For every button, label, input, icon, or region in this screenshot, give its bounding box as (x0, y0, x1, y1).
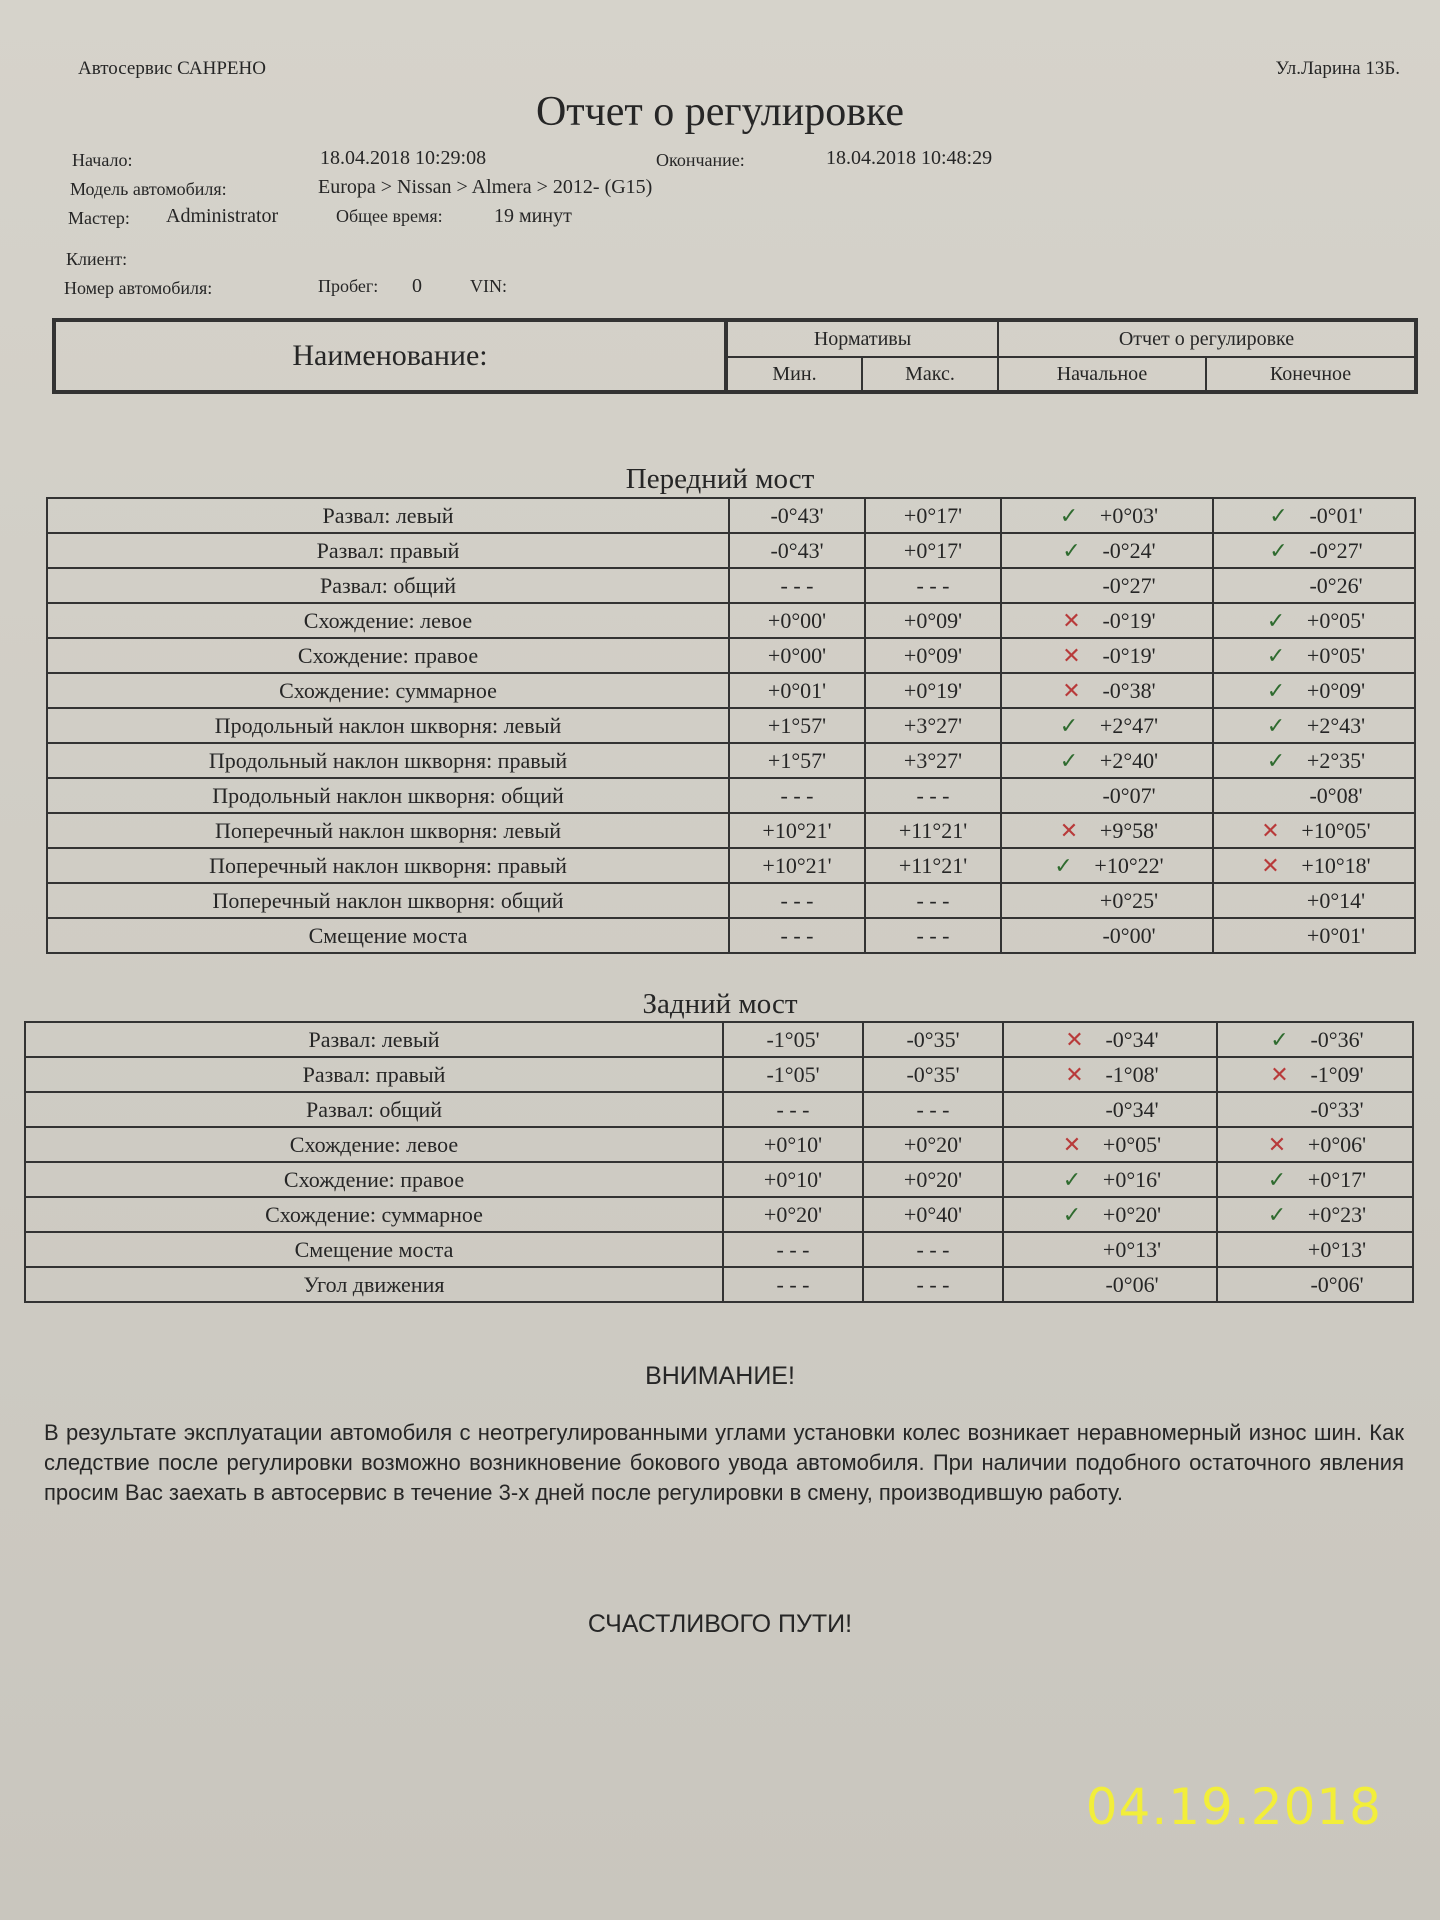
final-value-cell (1217, 1092, 1413, 1127)
final-value: -0°06' (1310, 1271, 1364, 1297)
header-min: Мин. (726, 357, 862, 392)
cross-icon: ✕ (1261, 853, 1280, 879)
parameter-name: Поперечный наклон шкворня: общий (47, 883, 729, 918)
final-value-cell (1217, 1232, 1413, 1267)
initial-value: -0°06' (1105, 1271, 1159, 1297)
final-value-cell (1213, 603, 1415, 638)
initial-value-cell (1003, 1197, 1217, 1232)
final-value-cell (1213, 533, 1415, 568)
final-value: +0°13' (1307, 1236, 1367, 1262)
norm-max: +3°27' (865, 743, 1001, 778)
photo-date-stamp: 04.19.2018 (1085, 1778, 1382, 1836)
norm-min: +0°10' (723, 1127, 863, 1162)
table-row (47, 918, 1415, 953)
header-final: Конечное (1206, 357, 1416, 392)
final-value: +0°17' (1307, 1166, 1367, 1192)
parameter-name: Продольный наклон шкворня: общий (47, 778, 729, 813)
page-title: Отчет о регулировке (535, 89, 905, 135)
total-time-value: 19 минут (494, 205, 572, 227)
norm-min: - - - (723, 1267, 863, 1302)
final-value: -0°01' (1309, 502, 1363, 528)
final-value: +10°18' (1301, 852, 1371, 878)
parameter-name: Схождение: суммарное (47, 673, 729, 708)
initial-value-cell (1001, 813, 1213, 848)
initial-value: +0°20' (1102, 1201, 1162, 1227)
final-value: +2°35' (1306, 747, 1366, 773)
norm-min: - - - (729, 568, 865, 603)
norm-max: - - - (863, 1267, 1003, 1302)
initial-value-cell (1003, 1267, 1217, 1302)
client-label: Клиент: (66, 249, 128, 269)
parameter-name: Смещение моста (47, 918, 729, 953)
norm-max: +0°40' (863, 1197, 1003, 1232)
final-value-cell (1213, 813, 1415, 848)
table-row (47, 533, 1415, 568)
norm-min: - - - (723, 1092, 863, 1127)
initial-value: -0°19' (1102, 642, 1156, 668)
table-row (47, 498, 1415, 533)
table-row (47, 848, 1415, 883)
table-row (47, 883, 1415, 918)
initial-value: -0°34' (1105, 1096, 1159, 1122)
table-row (47, 603, 1415, 638)
initial-value-cell (1001, 883, 1213, 918)
initial-value-cell (1001, 918, 1213, 953)
header-name: Наименование: (54, 320, 726, 392)
model-label: Модель автомобиля: (70, 179, 227, 199)
header-max: Макс. (862, 357, 998, 392)
initial-value: +2°47' (1099, 712, 1159, 738)
initial-value-cell (1001, 708, 1213, 743)
norm-max: - - - (865, 778, 1001, 813)
parameter-name: Продольный наклон шкворня: левый (47, 708, 729, 743)
check-icon: ✓ (1062, 1167, 1082, 1193)
warning-title: ВНИМАНИЕ! (645, 1362, 795, 1390)
check-icon: ✓ (1059, 503, 1079, 529)
norm-min: -0°43' (729, 533, 865, 568)
parameter-name: Схождение: левое (47, 603, 729, 638)
table-row (47, 778, 1415, 813)
initial-value: +9°58' (1099, 817, 1159, 843)
norm-min: +1°57' (729, 708, 865, 743)
check-icon: ✓ (1269, 538, 1288, 564)
final-value-cell (1217, 1057, 1413, 1092)
mileage-label: Пробег: (318, 276, 379, 296)
initial-value-cell (1001, 638, 1213, 673)
initial-value-cell (1001, 498, 1213, 533)
norm-max: +0°17' (865, 498, 1001, 533)
cross-icon: ✕ (1267, 1132, 1287, 1158)
cross-icon: ✕ (1062, 643, 1081, 669)
initial-value: -0°38' (1102, 677, 1156, 703)
total-time-label: Общее время: (336, 206, 443, 226)
final-value-cell (1213, 743, 1415, 778)
final-value-cell (1213, 673, 1415, 708)
final-value-cell (1217, 1267, 1413, 1302)
cross-icon: ✕ (1062, 678, 1081, 704)
norm-min: +0°10' (723, 1162, 863, 1197)
final-value: +2°43' (1306, 712, 1366, 738)
header-report: Отчет о регулировке (998, 320, 1416, 357)
cross-icon: ✕ (1065, 1027, 1084, 1053)
norm-max: +3°27' (865, 708, 1001, 743)
initial-value-cell (1001, 568, 1213, 603)
final-value: +10°05' (1301, 817, 1371, 843)
norm-max: - - - (863, 1092, 1003, 1127)
parameter-name: Смещение моста (25, 1232, 723, 1267)
initial-value: +10°22' (1094, 852, 1164, 878)
end-label: Окончание: (656, 150, 745, 170)
parameter-name: Схождение: правое (25, 1162, 723, 1197)
initial-value-cell (1001, 533, 1213, 568)
header-norms: Нормативы (726, 320, 998, 357)
final-value: -0°36' (1310, 1026, 1364, 1052)
parameter-name: Развал: общий (25, 1092, 723, 1127)
initial-value-cell (1003, 1232, 1217, 1267)
table-row (25, 1127, 1413, 1162)
parameter-name: Схождение: левое (25, 1127, 723, 1162)
final-value: -0°08' (1309, 782, 1363, 808)
initial-value: -0°19' (1102, 607, 1156, 633)
table-header (52, 318, 1418, 394)
check-icon: ✓ (1266, 748, 1286, 774)
final-value: +0°05' (1306, 607, 1366, 633)
final-value: +0°05' (1306, 642, 1366, 668)
norm-max: +11°21' (865, 848, 1001, 883)
norm-min: -1°05' (723, 1022, 863, 1057)
check-icon: ✓ (1054, 853, 1073, 879)
table-row (25, 1267, 1413, 1302)
final-value: -0°33' (1310, 1096, 1364, 1122)
norm-min: +0°20' (723, 1197, 863, 1232)
final-value-cell (1213, 778, 1415, 813)
final-value-cell (1213, 918, 1415, 953)
parameter-name: Угол движения (25, 1267, 723, 1302)
check-icon: ✓ (1266, 713, 1286, 739)
norm-max: - - - (865, 883, 1001, 918)
check-icon: ✓ (1267, 1202, 1287, 1228)
check-icon: ✓ (1266, 608, 1286, 634)
initial-value-cell (1001, 603, 1213, 638)
parameter-name: Развал: левый (47, 498, 729, 533)
initial-value: +0°16' (1102, 1166, 1162, 1192)
initial-value: -0°24' (1102, 537, 1156, 563)
initial-value: +0°03' (1099, 502, 1159, 528)
initial-value: -1°08' (1105, 1061, 1159, 1087)
final-value: +0°23' (1307, 1201, 1367, 1227)
initial-value-cell (1003, 1057, 1217, 1092)
norm-max: +0°17' (865, 533, 1001, 568)
norm-max: - - - (865, 918, 1001, 953)
check-icon: ✓ (1266, 643, 1286, 669)
parameter-name: Схождение: правое (47, 638, 729, 673)
table-row (47, 813, 1415, 848)
master-label: Мастер: (68, 208, 130, 228)
end-value: 18.04.2018 10:48:29 (826, 147, 993, 169)
front-axle-table (46, 497, 1416, 954)
initial-value: -0°07' (1102, 782, 1156, 808)
norm-max: - - - (863, 1232, 1003, 1267)
norm-max: -0°35' (863, 1022, 1003, 1057)
table-row (25, 1057, 1413, 1092)
initial-value-cell (1001, 743, 1213, 778)
final-value: +0°06' (1307, 1131, 1367, 1157)
norm-min: - - - (723, 1232, 863, 1267)
norm-min: +0°00' (729, 638, 865, 673)
check-icon: ✓ (1269, 503, 1288, 529)
final-value-cell (1213, 498, 1415, 533)
final-value: +0°14' (1306, 887, 1366, 913)
norm-min: - - - (729, 883, 865, 918)
table-row (25, 1162, 1413, 1197)
initial-value-cell (1003, 1127, 1217, 1162)
initial-value-cell (1003, 1022, 1217, 1057)
initial-value: -0°00' (1102, 922, 1156, 948)
vin-label: VIN: (470, 276, 507, 296)
company-name: Автосервис САНРЕНО (78, 58, 266, 79)
final-value-cell (1217, 1162, 1413, 1197)
final-value: -0°26' (1309, 572, 1363, 598)
table-row (47, 673, 1415, 708)
table-row (47, 638, 1415, 673)
final-value-cell (1213, 883, 1415, 918)
cross-icon: ✕ (1059, 818, 1079, 844)
final-value: +0°01' (1306, 922, 1366, 948)
final-value-cell (1213, 638, 1415, 673)
rear-axle-table (24, 1021, 1414, 1303)
check-icon: ✓ (1267, 1167, 1287, 1193)
final-value: +0°09' (1306, 677, 1366, 703)
check-icon: ✓ (1270, 1027, 1289, 1053)
cross-icon: ✕ (1062, 608, 1081, 634)
initial-value: +0°13' (1102, 1236, 1162, 1262)
header-initial: Начальное (998, 357, 1206, 392)
norm-min: +10°21' (729, 813, 865, 848)
parameter-name: Развал: правый (47, 533, 729, 568)
parameter-name: Схождение: суммарное (25, 1197, 723, 1232)
check-icon: ✓ (1062, 538, 1081, 564)
norm-min: +0°00' (729, 603, 865, 638)
warning-text: В результате эксплуатации автомобиля с неотрегулированными углами установки колес возникает неравномерный износ шин. Как следствие после регулировки возможно возникновение бокового увода автомобиля. При наличии подобного остаточного явления просим Вас заехать в автосервис в течение 3-х дней после регулировки в смену, производившую работу. (44, 1420, 1404, 1505)
initial-value: +0°25' (1099, 887, 1159, 913)
norm-min: -1°05' (723, 1057, 863, 1092)
norm-min: - - - (729, 918, 865, 953)
norm-min: +1°57' (729, 743, 865, 778)
final-value-cell (1213, 708, 1415, 743)
master-value: Administrator (166, 205, 279, 227)
company-address: Ул.Ларина 13Б. (1275, 58, 1400, 79)
cross-icon: ✕ (1065, 1062, 1084, 1088)
cross-icon: ✕ (1261, 818, 1280, 844)
norm-min: -0°43' (729, 498, 865, 533)
final-value-cell (1213, 568, 1415, 603)
parameter-name: Поперечный наклон шкворня: левый (47, 813, 729, 848)
final-value-cell (1213, 848, 1415, 883)
norm-max: +11°21' (865, 813, 1001, 848)
check-icon: ✓ (1062, 1202, 1082, 1228)
check-icon: ✓ (1266, 678, 1286, 704)
initial-value-cell (1001, 848, 1213, 883)
norm-min: - - - (729, 778, 865, 813)
parameter-name: Поперечный наклон шкворня: правый (47, 848, 729, 883)
table-row (25, 1022, 1413, 1057)
cross-icon: ✕ (1270, 1062, 1289, 1088)
check-icon: ✓ (1059, 713, 1079, 739)
table-row (25, 1197, 1413, 1232)
initial-value: -0°34' (1105, 1026, 1159, 1052)
norm-min: +10°21' (729, 848, 865, 883)
final-value-cell (1217, 1127, 1413, 1162)
start-label: Начало: (72, 150, 133, 170)
table-row (47, 708, 1415, 743)
farewell-text: СЧАСТЛИВОГО ПУТИ! (587, 1610, 853, 1638)
initial-value-cell (1001, 778, 1213, 813)
parameter-name: Развал: общий (47, 568, 729, 603)
final-value-cell (1217, 1197, 1413, 1232)
check-icon: ✓ (1059, 748, 1079, 774)
norm-max: +0°19' (865, 673, 1001, 708)
norm-max: +0°09' (865, 638, 1001, 673)
table-row (25, 1092, 1413, 1127)
front-axle-title: Передний мост (625, 463, 815, 495)
initial-value-cell (1001, 673, 1213, 708)
start-value: 18.04.2018 10:29:08 (320, 147, 487, 169)
final-value: -0°27' (1309, 537, 1363, 563)
table-row (47, 743, 1415, 778)
final-value: -1°09' (1310, 1061, 1364, 1087)
norm-max: - - - (865, 568, 1001, 603)
norm-max: -0°35' (863, 1057, 1003, 1092)
initial-value: +0°05' (1102, 1131, 1162, 1157)
table-row (47, 568, 1415, 603)
mileage-value: 0 (412, 275, 422, 297)
parameter-name: Развал: левый (25, 1022, 723, 1057)
initial-value: +2°40' (1099, 747, 1159, 773)
table-row (25, 1232, 1413, 1267)
initial-value: -0°27' (1102, 572, 1156, 598)
norm-min: +0°01' (729, 673, 865, 708)
initial-value-cell (1003, 1092, 1217, 1127)
final-value-cell (1217, 1022, 1413, 1057)
norm-max: +0°20' (863, 1162, 1003, 1197)
plate-label: Номер автомобиля: (64, 278, 213, 298)
cross-icon: ✕ (1062, 1132, 1082, 1158)
rear-axle-title: Задний мост (642, 988, 798, 1020)
norm-max: +0°09' (865, 603, 1001, 638)
norm-max: +0°20' (863, 1127, 1003, 1162)
initial-value-cell (1003, 1162, 1217, 1197)
model-value: Europa > Nissan > Almera > 2012- (G15) (318, 176, 653, 198)
parameter-name: Продольный наклон шкворня: правый (47, 743, 729, 778)
parameter-name: Развал: правый (25, 1057, 723, 1092)
